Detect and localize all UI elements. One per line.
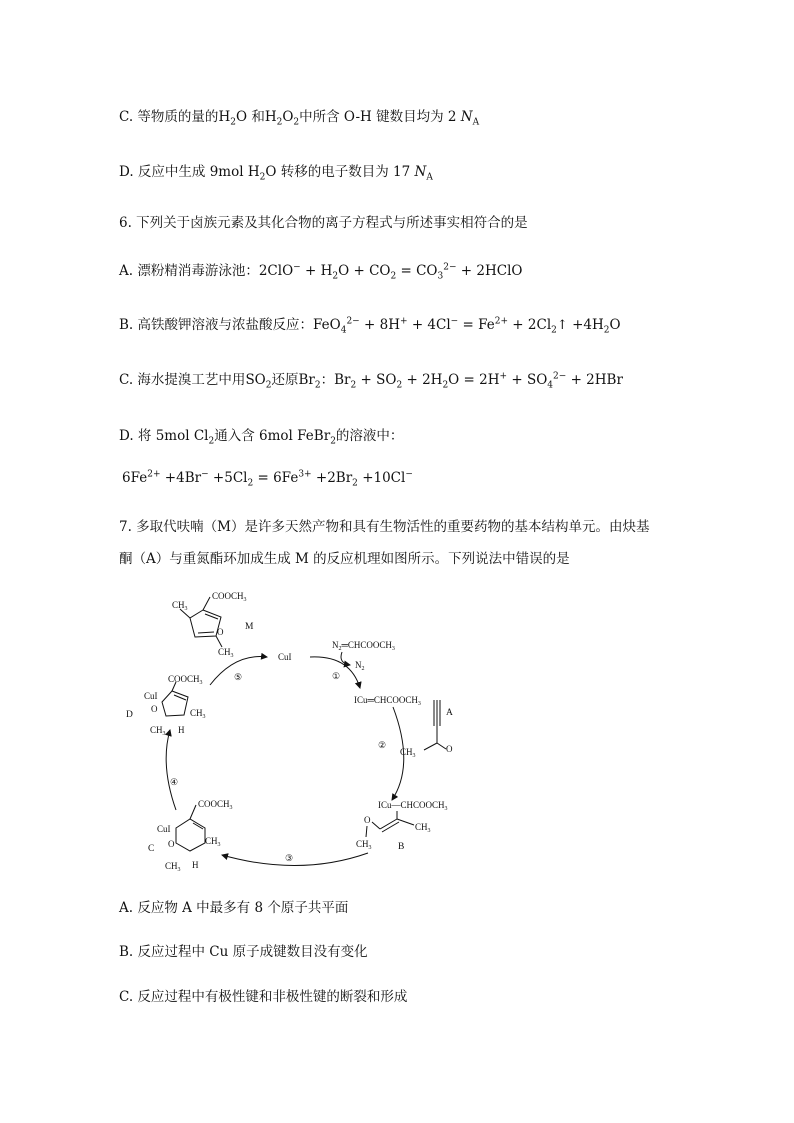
- svg-text:CuI: CuI: [144, 691, 158, 701]
- svg-text:O: O: [151, 704, 158, 714]
- option-c-q5-suffix: 中所含 O-H 键数目均为 2: [299, 109, 457, 125]
- option-7b: B. 反应过程中 Cu 原子成键数目没有变化: [119, 944, 368, 960]
- svg-text:CH3: $CH_3$: [400, 747, 416, 759]
- option-d-q5: D. 反应中生成 9mol $H_2O$ 转移的电子数目为 17 $N_A$: [119, 164, 433, 183]
- svg-text:COOCH3: $COOCH_3$: [168, 674, 203, 686]
- option-6c-prefix: C. 海水提溴工艺中用: [119, 372, 246, 388]
- label-c: C: [148, 844, 155, 854]
- label-m: M: [245, 622, 254, 632]
- svg-text:ICu—CHCOOCH3: $ICu—CHCOOCH_3$: [378, 800, 448, 812]
- step-5: ⑤: [234, 672, 243, 682]
- svg-text:O: O: [217, 627, 224, 637]
- compound-b: [356, 800, 448, 852]
- svg-text:CH3: $CH_3$: [190, 708, 206, 720]
- option-6d-mid1: 通入含 6mol: [214, 428, 293, 444]
- question-6-stem: 6. 下列关于卤族元素及其化合物的离子方程式与所述事实相符合的是: [119, 215, 528, 231]
- option-6c-colon: ：: [320, 372, 335, 388]
- label-cui-catalyst: CuI: [278, 652, 292, 662]
- question-7-stem-line2: 酮（A）与重氮酯环加成生成 M 的反应机理如图所示。下列说法中错误的是: [119, 551, 570, 567]
- step-4: ④: [170, 777, 179, 787]
- step-1: ①: [332, 671, 341, 681]
- option-c-q5: C. 等物质的量的$H_2O$ 和$H_2O_2$中所含 O-H 键数目均为 2 $N_A$: [119, 109, 480, 128]
- option-c-q5-mid: 和: [251, 109, 265, 125]
- step-2: ②: [378, 740, 387, 750]
- svg-text:H: H: [192, 860, 199, 870]
- svg-text:COOCH3: $COOCH_3$: [212, 591, 247, 603]
- svg-text:CH3: $CH_3$: [150, 725, 166, 737]
- compound-c: [148, 799, 233, 873]
- option-6d-equation: $6Fe^{2+} +4Br^- +5Cl_2 = 6Fe^{3+} +2Br_2 +10Cl^-$: [122, 469, 413, 489]
- svg-text:CH3: $CH_3$: [205, 836, 221, 848]
- svg-text:COOCH3: $COOCH_3$: [198, 799, 233, 811]
- option-6c: C. 海水提溴工艺中用$SO_2$还原$Br_2$：$Br_2 + SO_2 + 2H_2O = 2H^+ + SO_4^{2-} + 2HBr$: [119, 371, 623, 391]
- option-6b: B. 高铁酸钾溶液与浓盐酸反应：$FeO_4^{2-} + 8H^+ + 4Cl^- = Fe^{2+}$ + $2Cl_2↑ +4H_2O$: [119, 316, 621, 336]
- option-6d: D. 将 5mol $Cl_2$通入含 6mol FeBr$_2$的溶液中：: [119, 428, 404, 447]
- step-3: ③: [285, 853, 294, 863]
- option-6c-mid: 还原: [271, 372, 299, 388]
- option-7a: A. 反应物 A 中最多有 8 个原子共平面: [119, 900, 349, 916]
- option-d-q5-prefix: D. 反应中生成 9mol: [119, 164, 244, 180]
- reaction-mechanism-diagram: [110, 585, 490, 890]
- svg-text:O: O: [168, 839, 175, 849]
- svg-text:O: O: [364, 815, 371, 825]
- label-b: B: [398, 842, 405, 852]
- option-c-q5-prefix: C. 等物质的量的: [119, 109, 219, 125]
- compound-d: [126, 674, 206, 737]
- svg-text:ICu═CHCOOCH3: $ICu═CHCOOCH_3$: [354, 695, 421, 707]
- svg-text:N2═CHCOOCH3: $N_2═CHCOOCH_3$: [332, 640, 395, 652]
- label-d: D: [126, 710, 133, 720]
- svg-text:CH3: $CH_3$: [165, 861, 181, 873]
- svg-text:CH3: $CH_3$: [218, 647, 234, 659]
- label-a: A: [446, 708, 453, 718]
- option-7c: C. 反应过程中有极性键和非极性键的断裂和形成: [119, 989, 408, 1005]
- option-6a: A. 漂粉精消毒游泳池：$2ClO^- + H_2O + CO_2 = CO_3^{2-}$ + 2HClO: [119, 262, 523, 282]
- svg-text:N2: $N_2$: [355, 660, 365, 672]
- svg-text:CH3: $CH_3$: [356, 839, 372, 851]
- svg-text:CuI: CuI: [157, 824, 171, 834]
- option-6b-label: B. 高铁酸钾溶液与浓盐酸反应：: [119, 317, 314, 333]
- svg-text:H: H: [178, 725, 185, 735]
- option-6d-mid2: 的溶液中：: [335, 428, 404, 444]
- question-7-stem-line1: 7. 多取代呋喃（M）是许多天然产物和具有生物活性的重要药物的基本结构单元。由炔基: [119, 519, 650, 535]
- compound-a: [400, 700, 453, 759]
- compound-m: [172, 591, 254, 659]
- svg-text:CH3: $CH_3$: [172, 600, 188, 612]
- svg-text:O: O: [446, 744, 453, 754]
- option-6a-label: A. 漂粉精消毒游泳池：: [119, 263, 259, 279]
- option-d-q5-suffix: 转移的电子数目为 17: [280, 164, 411, 180]
- option-6d-prefix: D. 将 5mol: [119, 428, 190, 444]
- svg-text:CH3: $CH_3$: [415, 822, 431, 834]
